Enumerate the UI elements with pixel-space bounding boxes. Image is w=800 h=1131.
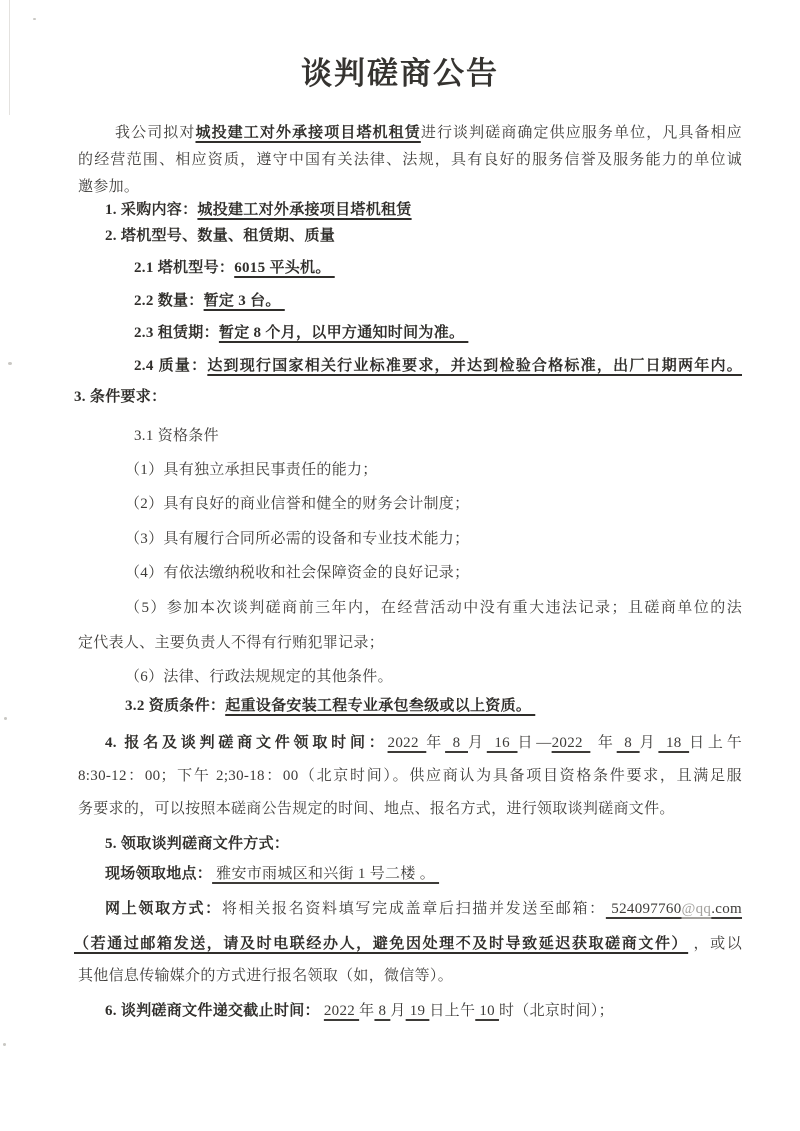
text-run: 2022: [323, 1003, 360, 1019]
online-method-line: [78, 897, 742, 921]
item-value: 起重设备安装工程专业承包叁级或以上资质。: [225, 698, 536, 714]
condition-1: （1）具有独立承担民事责任的能力；: [125, 462, 378, 478]
text-run: 18: [658, 735, 690, 751]
caution-tail: ，或以: [688, 936, 743, 952]
item-2-4-line: [78, 354, 742, 378]
item-label: 1. 采购内容：: [105, 202, 198, 218]
text-run: 2022: [387, 735, 427, 751]
intro-line-3: 邀参加。: [78, 179, 140, 195]
item-label: 5. 领取谈判磋商文件方式：: [105, 836, 290, 852]
item-label: 2. 塔机型号、数量、租赁期、质量: [105, 228, 336, 244]
intro-text: 我公司拟对: [115, 125, 196, 141]
text-run: 8: [374, 1003, 391, 1019]
item-label: 6. 谈判磋商文件递交截止时间：: [105, 1003, 320, 1019]
item-1-line: [78, 198, 742, 222]
text-run: 年: [590, 735, 617, 751]
scan-speck: [8, 362, 12, 365]
condition-5-line-1: （5）参加本次谈判磋商前三年内，在经营活动中没有重大违法记录；且磋商单位的法: [125, 600, 742, 616]
online-text: 将相关报名资料填写完成盖章后扫描并发送至邮箱：: [221, 901, 606, 917]
item-3-line: [74, 385, 742, 409]
text-run: 月: [639, 735, 659, 751]
text-run: 年: [359, 1003, 375, 1019]
project-name: 城投建工对外承接项目塔机租赁: [195, 125, 421, 141]
text-run: 19: [405, 1003, 430, 1019]
condition-5-line-2: 定代表人、主要负责人不得有行贿犯罪记录；: [78, 635, 385, 651]
item-value: 暂定 3 台。: [203, 293, 285, 309]
item-value: 6015 平头机。: [234, 260, 335, 276]
email-caution-line: [74, 932, 742, 956]
text-run: 月: [390, 1003, 406, 1019]
item-label: 2.2 数量：: [134, 293, 204, 309]
online-label: 网上领取方式：: [105, 901, 222, 917]
item-2-1-line: [78, 256, 742, 280]
email-address-suffix: .com: [711, 901, 743, 917]
intro-line-2: 的经营范围、相应资质，遵守中国有关法律、法规，具有良好的服务信誉及服务能力的单位诚: [78, 152, 742, 168]
other-media-line: 其他信息传输媒介的方式进行报名领取（如，微信等）。: [78, 968, 454, 984]
item-3-2-line: [78, 694, 742, 718]
date-runs: [320, 1003, 614, 1019]
item-4-line-3: 务要求的，可以按照本磋商公告规定的时间、地点、报名方式，进行领取谈判磋商文件。: [78, 801, 675, 817]
condition-4: （4）有依法缴纳税收和社会保障资金的良好记录；: [125, 565, 470, 581]
email-address: 524097760: [605, 901, 682, 917]
item-6-line: [78, 999, 742, 1023]
email-address-faded-part: @qq: [681, 901, 712, 917]
onsite-pickup-line: [78, 862, 742, 886]
item-label: 3. 条件要求：: [74, 389, 167, 405]
text-run: 时（北京时间）；: [498, 1003, 614, 1019]
pickup-label: 现场领取地点：: [105, 866, 213, 882]
text-run: 月: [468, 735, 487, 751]
item-5-line: [78, 832, 742, 856]
condition-6: （6）法律、行政法规规定的其他条件。: [125, 669, 393, 685]
scan-speck: [4, 717, 7, 720]
text-run: 日—: [517, 735, 552, 751]
item-label: 2.4 质量：: [134, 358, 208, 374]
text-run: 日上午: [429, 1003, 476, 1019]
scan-speck: [3, 1043, 6, 1046]
scan-speck: [33, 18, 36, 20]
text-run: 年: [426, 735, 446, 751]
text-run: 日上午: [689, 735, 743, 751]
text-run: 8: [616, 735, 640, 751]
item-2-3-line: [78, 321, 742, 345]
item-2-2-line: [78, 289, 742, 313]
item-label: 2.1 塔机型号：: [134, 260, 235, 276]
text-run: 8: [445, 735, 468, 751]
text-run: 10: [475, 1003, 499, 1019]
condition-3: （3）具有履行合同所必需的设备和专业技术能力；: [125, 531, 470, 547]
item-label: 4. 报名及谈判磋商文件领取时间：: [105, 735, 388, 751]
page-title: 谈判磋商公告: [301, 56, 499, 91]
item-4-line-1: [78, 731, 742, 755]
date-runs: [388, 735, 742, 751]
text-run: 2022: [551, 735, 591, 751]
item-value: 暂定 8 个月，以甲方通知时间为准。: [218, 325, 469, 341]
item-label: 2.3 租赁期：: [134, 325, 219, 341]
pickup-address: 雅安市雨城区和兴街 1 号二楼 。: [212, 866, 440, 882]
intro-text: 进行谈判磋商确定供应服务单位，凡具备相应: [420, 125, 742, 141]
item-4-line-2: 8:30-12：00；下午 2;30-18：00（北京时间）。供应商认为具备项目资格条件要求，且满足服: [78, 768, 742, 784]
condition-2: （2）具有良好的商业信誉和健全的财务会计制度；: [125, 496, 470, 512]
item-2-line: [78, 224, 742, 248]
caution-text: （若通过邮箱发送，请及时电联经办人，避免因处理不及时导致延迟获取磋商文件）: [74, 936, 689, 952]
text-run: 16: [486, 735, 518, 751]
intro-line-1: [78, 121, 742, 145]
item-value: 达到现行国家相关行业标准要求，并达到检验合格标准，出厂日期两年内。: [207, 358, 742, 374]
item-label: 3.2 资质条件：: [125, 698, 226, 714]
item-value: 城投建工对外承接项目塔机租赁: [197, 202, 412, 218]
item-3-1-line: 3.1 资格条件: [134, 428, 219, 444]
